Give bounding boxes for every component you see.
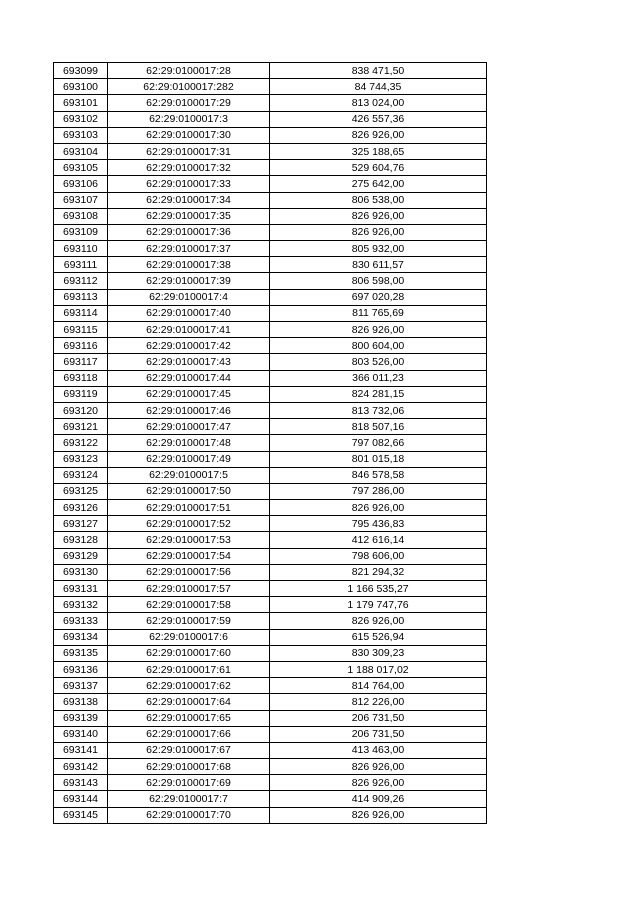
- table-row: [54, 305, 487, 321]
- cadastral-number-cell: 62:29:0100017:31: [108, 143, 270, 159]
- cadastral-value-cell: 84 744,35: [270, 79, 487, 95]
- cadastral-value-cell: 830 611,57: [270, 257, 487, 273]
- cadastral-number-cell: 62:29:0100017:57: [108, 581, 270, 597]
- table-row: [54, 597, 487, 613]
- row-number-cell: 693103: [54, 127, 108, 143]
- table-row: [54, 111, 487, 127]
- table-row: [54, 483, 487, 499]
- cadastral-value-cell: 797 082,66: [270, 435, 487, 451]
- cadastral-value-cell: 814 764,00: [270, 678, 487, 694]
- row-number-cell: 693114: [54, 305, 108, 321]
- table-row: [54, 532, 487, 548]
- cadastral-value-cell: 806 598,00: [270, 273, 487, 289]
- row-number-cell: 693126: [54, 500, 108, 516]
- row-number-cell: 693137: [54, 678, 108, 694]
- row-number-cell: 693115: [54, 322, 108, 338]
- row-number-cell: 693138: [54, 694, 108, 710]
- table-row: [54, 370, 487, 386]
- cadastral-value-cell: 797 286,00: [270, 483, 487, 499]
- row-number-cell: 693112: [54, 273, 108, 289]
- cadastral-number-cell: 62:29:0100017:45: [108, 386, 270, 402]
- cadastral-value-table: [53, 62, 487, 824]
- table-row: [54, 759, 487, 775]
- cadastral-number-cell: 62:29:0100017:51: [108, 500, 270, 516]
- table-row: [54, 63, 487, 79]
- row-number-cell: 693117: [54, 354, 108, 370]
- table-row: [54, 661, 487, 677]
- table-row: [54, 581, 487, 597]
- cadastral-value-cell: 813 024,00: [270, 95, 487, 111]
- row-number-cell: 693108: [54, 208, 108, 224]
- cadastral-value-cell: 800 604,00: [270, 338, 487, 354]
- row-number-cell: 693142: [54, 759, 108, 775]
- table-row: [54, 208, 487, 224]
- table-row: [54, 192, 487, 208]
- row-number-cell: 693130: [54, 564, 108, 580]
- cadastral-number-cell: 62:29:0100017:6: [108, 629, 270, 645]
- table-row: [54, 726, 487, 742]
- cadastral-value-cell: 826 926,00: [270, 613, 487, 629]
- table-row: [54, 79, 487, 95]
- table-row: [54, 338, 487, 354]
- cadastral-number-cell: 62:29:0100017:50: [108, 483, 270, 499]
- cadastral-value-cell: 414 909,26: [270, 791, 487, 807]
- table-row: [54, 241, 487, 257]
- cadastral-number-cell: 62:29:0100017:68: [108, 759, 270, 775]
- table-row: [54, 791, 487, 807]
- cadastral-value-cell: 206 731,50: [270, 710, 487, 726]
- cadastral-value-cell: 826 926,00: [270, 759, 487, 775]
- cadastral-number-cell: 62:29:0100017:38: [108, 257, 270, 273]
- row-number-cell: 693135: [54, 645, 108, 661]
- table-row: [54, 629, 487, 645]
- row-number-cell: 693120: [54, 402, 108, 418]
- table-row: [54, 710, 487, 726]
- cadastral-number-cell: 62:29:0100017:37: [108, 241, 270, 257]
- table-row: [54, 435, 487, 451]
- cadastral-number-cell: 62:29:0100017:35: [108, 208, 270, 224]
- cadastral-number-cell: 62:29:0100017:282: [108, 79, 270, 95]
- row-number-cell: 693143: [54, 775, 108, 791]
- table-row: [54, 742, 487, 758]
- cadastral-number-cell: 62:29:0100017:52: [108, 516, 270, 532]
- cadastral-value-cell: 366 011,23: [270, 370, 487, 386]
- cadastral-value-cell: 830 309,23: [270, 645, 487, 661]
- row-number-cell: 693118: [54, 370, 108, 386]
- cadastral-number-cell: 62:29:0100017:62: [108, 678, 270, 694]
- cadastral-number-cell: 62:29:0100017:44: [108, 370, 270, 386]
- cadastral-value-cell: 803 526,00: [270, 354, 487, 370]
- cadastral-number-cell: 62:29:0100017:42: [108, 338, 270, 354]
- cadastral-value-cell: 826 926,00: [270, 127, 487, 143]
- table-row: [54, 548, 487, 564]
- table-row: [54, 516, 487, 532]
- row-number-cell: 693133: [54, 613, 108, 629]
- row-number-cell: 693107: [54, 192, 108, 208]
- cadastral-value-cell: 818 507,16: [270, 419, 487, 435]
- row-number-cell: 693134: [54, 629, 108, 645]
- cadastral-number-cell: 62:29:0100017:36: [108, 224, 270, 240]
- cadastral-value-cell: 529 604,76: [270, 160, 487, 176]
- cadastral-value-cell: 826 926,00: [270, 775, 487, 791]
- cadastral-value-cell: 697 020,28: [270, 289, 487, 305]
- cadastral-number-cell: 62:29:0100017:43: [108, 354, 270, 370]
- cadastral-number-cell: 62:29:0100017:32: [108, 160, 270, 176]
- cadastral-number-cell: 62:29:0100017:69: [108, 775, 270, 791]
- cadastral-value-cell: 206 731,50: [270, 726, 487, 742]
- table-row: [54, 273, 487, 289]
- cadastral-value-cell: 838 471,50: [270, 63, 487, 79]
- cadastral-number-cell: 62:29:0100017:48: [108, 435, 270, 451]
- cadastral-number-cell: 62:29:0100017:34: [108, 192, 270, 208]
- cadastral-number-cell: 62:29:0100017:60: [108, 645, 270, 661]
- table-row: [54, 95, 487, 111]
- row-number-cell: 693136: [54, 661, 108, 677]
- table-row: [54, 678, 487, 694]
- row-number-cell: 693110: [54, 241, 108, 257]
- row-number-cell: 693122: [54, 435, 108, 451]
- row-number-cell: 693125: [54, 483, 108, 499]
- cadastral-number-cell: 62:29:0100017:65: [108, 710, 270, 726]
- cadastral-value-cell: 275 642,00: [270, 176, 487, 192]
- cadastral-number-cell: 62:29:0100017:67: [108, 742, 270, 758]
- table-row: [54, 419, 487, 435]
- table-row: [54, 143, 487, 159]
- row-number-cell: 693113: [54, 289, 108, 305]
- cadastral-number-cell: 62:29:0100017:4: [108, 289, 270, 305]
- cadastral-value-cell: 325 188,65: [270, 143, 487, 159]
- row-number-cell: 693132: [54, 597, 108, 613]
- table-row: [54, 694, 487, 710]
- row-number-cell: 693119: [54, 386, 108, 402]
- table-row: [54, 257, 487, 273]
- table-row: [54, 807, 487, 823]
- cadastral-value-cell: 413 463,00: [270, 742, 487, 758]
- cadastral-value-cell: 1 166 535,27: [270, 581, 487, 597]
- cadastral-number-cell: 62:29:0100017:39: [108, 273, 270, 289]
- cadastral-value-cell: 801 015,18: [270, 451, 487, 467]
- cadastral-value-cell: 826 926,00: [270, 224, 487, 240]
- row-number-cell: 693102: [54, 111, 108, 127]
- cadastral-value-cell: 798 606,00: [270, 548, 487, 564]
- cadastral-value-cell: 426 557,36: [270, 111, 487, 127]
- cadastral-number-cell: 62:29:0100017:29: [108, 95, 270, 111]
- table-row: [54, 564, 487, 580]
- cadastral-value-cell: 812 226,00: [270, 694, 487, 710]
- cadastral-value-cell: 824 281,15: [270, 386, 487, 402]
- cadastral-value-cell: 795 436,83: [270, 516, 487, 532]
- row-number-cell: 693127: [54, 516, 108, 532]
- cadastral-number-cell: 62:29:0100017:58: [108, 597, 270, 613]
- cadastral-number-cell: 62:29:0100017:33: [108, 176, 270, 192]
- row-number-cell: 693116: [54, 338, 108, 354]
- row-number-cell: 693124: [54, 467, 108, 483]
- table-row: [54, 451, 487, 467]
- table-row: [54, 467, 487, 483]
- cadastral-value-cell: 813 732,06: [270, 402, 487, 418]
- table-row: [54, 645, 487, 661]
- cadastral-value-cell: 1 179 747,76: [270, 597, 487, 613]
- cadastral-number-cell: 62:29:0100017:66: [108, 726, 270, 742]
- row-number-cell: 693123: [54, 451, 108, 467]
- cadastral-number-cell: 62:29:0100017:46: [108, 402, 270, 418]
- cadastral-number-cell: 62:29:0100017:54: [108, 548, 270, 564]
- cadastral-number-cell: 62:29:0100017:41: [108, 322, 270, 338]
- cadastral-value-cell: 826 926,00: [270, 500, 487, 516]
- cadastral-value-cell: 805 932,00: [270, 241, 487, 257]
- cadastral-number-cell: 62:29:0100017:61: [108, 661, 270, 677]
- table-row: [54, 289, 487, 305]
- cadastral-number-cell: 62:29:0100017:28: [108, 63, 270, 79]
- cadastral-number-cell: 62:29:0100017:59: [108, 613, 270, 629]
- row-number-cell: 693109: [54, 224, 108, 240]
- table-body: [54, 63, 487, 824]
- cadastral-value-cell: 846 578,58: [270, 467, 487, 483]
- table-row: [54, 402, 487, 418]
- table-row: [54, 176, 487, 192]
- cadastral-number-cell: 62:29:0100017:3: [108, 111, 270, 127]
- cadastral-value-cell: 1 188 017,02: [270, 661, 487, 677]
- table-row: [54, 386, 487, 402]
- cadastral-number-cell: 62:29:0100017:30: [108, 127, 270, 143]
- cadastral-value-cell: 821 294,32: [270, 564, 487, 580]
- cadastral-value-cell: 826 926,00: [270, 322, 487, 338]
- row-number-cell: 693140: [54, 726, 108, 742]
- cadastral-number-cell: 62:29:0100017:5: [108, 467, 270, 483]
- cadastral-value-cell: 811 765,69: [270, 305, 487, 321]
- table-row: [54, 322, 487, 338]
- row-number-cell: 693101: [54, 95, 108, 111]
- row-number-cell: 693100: [54, 79, 108, 95]
- row-number-cell: 693099: [54, 63, 108, 79]
- row-number-cell: 693128: [54, 532, 108, 548]
- cadastral-value-cell: 826 926,00: [270, 807, 487, 823]
- row-number-cell: 693121: [54, 419, 108, 435]
- row-number-cell: 693106: [54, 176, 108, 192]
- cadastral-number-cell: 62:29:0100017:53: [108, 532, 270, 548]
- cadastral-number-cell: 62:29:0100017:40: [108, 305, 270, 321]
- row-number-cell: 693145: [54, 807, 108, 823]
- cadastral-value-cell: 412 616,14: [270, 532, 487, 548]
- table-row: [54, 354, 487, 370]
- cadastral-number-cell: 62:29:0100017:56: [108, 564, 270, 580]
- cadastral-number-cell: 62:29:0100017:64: [108, 694, 270, 710]
- row-number-cell: 693105: [54, 160, 108, 176]
- table-row: [54, 775, 487, 791]
- row-number-cell: 693144: [54, 791, 108, 807]
- row-number-cell: 693129: [54, 548, 108, 564]
- row-number-cell: 693131: [54, 581, 108, 597]
- cadastral-value-cell: 806 538,00: [270, 192, 487, 208]
- table-row: [54, 127, 487, 143]
- table-row: [54, 224, 487, 240]
- table-row: [54, 500, 487, 516]
- cadastral-value-cell: 615 526,94: [270, 629, 487, 645]
- row-number-cell: 693139: [54, 710, 108, 726]
- cadastral-number-cell: 62:29:0100017:70: [108, 807, 270, 823]
- row-number-cell: 693141: [54, 742, 108, 758]
- cadastral-number-cell: 62:29:0100017:7: [108, 791, 270, 807]
- cadastral-number-cell: 62:29:0100017:49: [108, 451, 270, 467]
- table-row: [54, 613, 487, 629]
- cadastral-value-cell: 826 926,00: [270, 208, 487, 224]
- row-number-cell: 693104: [54, 143, 108, 159]
- cadastral-number-cell: 62:29:0100017:47: [108, 419, 270, 435]
- table-row: [54, 160, 487, 176]
- row-number-cell: 693111: [54, 257, 108, 273]
